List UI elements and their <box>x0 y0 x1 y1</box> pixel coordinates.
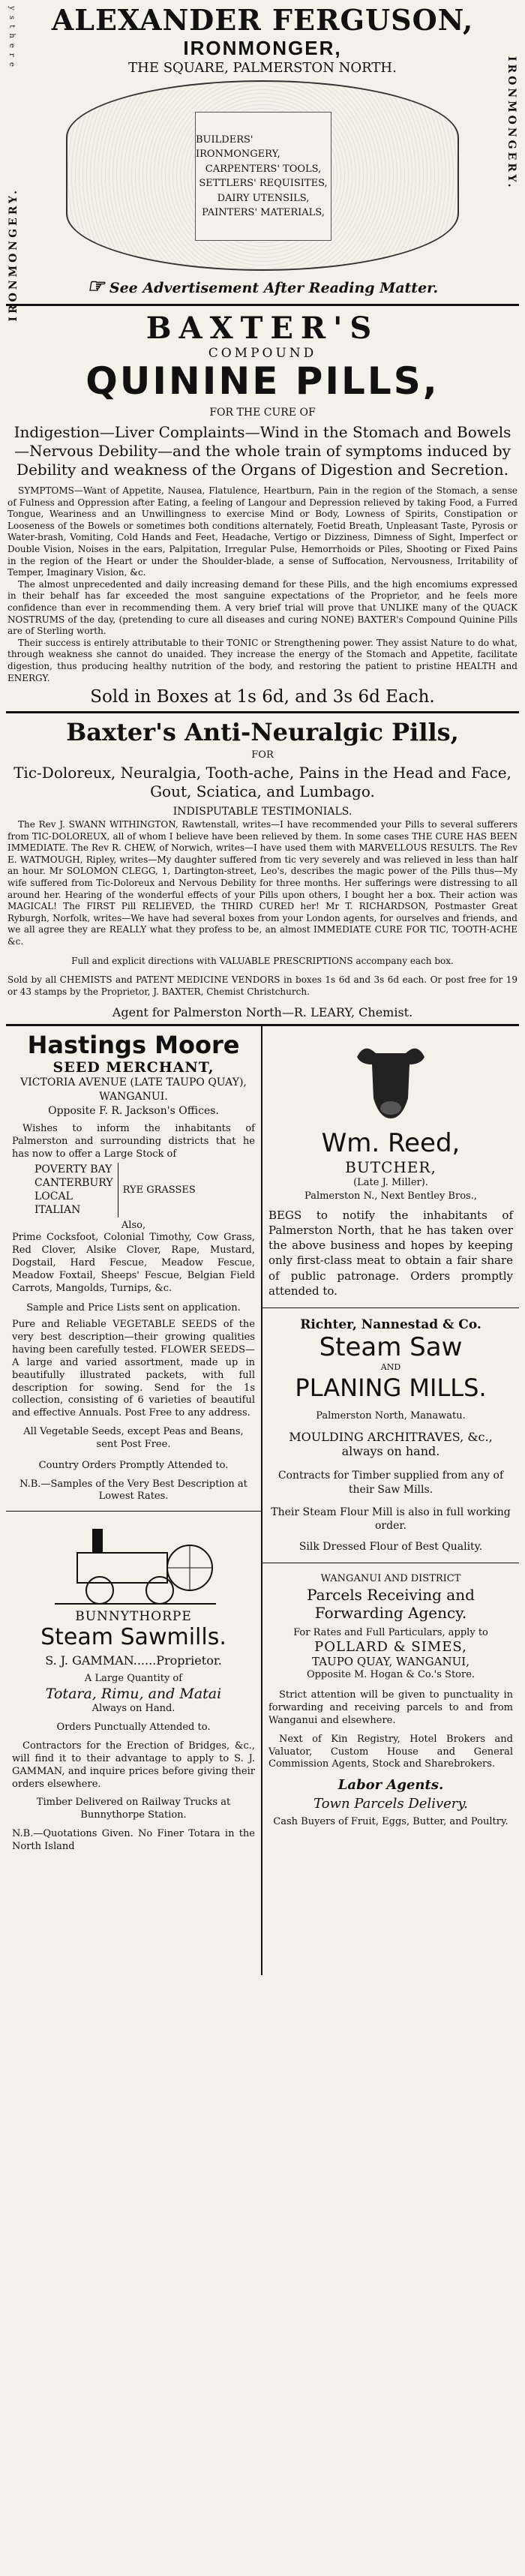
hastings-rye: RYE GRASSES <box>122 1184 196 1196</box>
hastings-grass-block <box>34 1163 255 1217</box>
richter-firm: Richter, Nannestad & Co. <box>300 1317 482 1332</box>
ferguson-line: BUILDERS' IRONMONGERY, <box>196 134 280 160</box>
grass-item: LOCAL <box>34 1190 73 1203</box>
reed-addr: Palmerston N., Next Bentley Bros., <box>304 1190 477 1202</box>
baxter-diseases: Indigestion—Liver Complaints—Wind in the Stomach and Bowels—Nervous Debility—and the whole train of symptoms induced by Debility and weakness of the Organs of Digestion and Secretion. <box>14 423 512 479</box>
baxter-compound: COMPOUND <box>208 346 317 361</box>
baxter-name: BAXTER'S <box>146 311 380 346</box>
bunnythorpe-contractors: Contractors for the Erection of Bridges, &c., will find it to their advantage to apply to S. J. GAMMAN, and inquire prices before giving their orders elsewhere. <box>12 1740 255 1790</box>
steam-engine-icon <box>47 1523 220 1605</box>
pollard-title: Parcels Receiving and Forwarding Agency. <box>307 1585 475 1622</box>
hastings-sub: SEED MERCHANT, <box>52 1059 214 1076</box>
hastings-country: Country Orders Promptly Attended to. <box>38 1459 229 1471</box>
richter-moulding: MOULDING ARCHITRAVES, &c., always on hand. <box>289 1430 493 1459</box>
pollard-addr: TAUPO QUAY, WANGANUI, <box>312 1655 470 1669</box>
baxter-para2: The almost unprecedented and daily increasing demand for these Pills, and the high encomiums expressed in their behalf has far exceeded the most sanguine expectations of the Proprietor, and he feels more confidence than ever in recommending them. A very brief trial will prove that UNLIKE many of the QUACK NOSTRUMS of the day, (pretending to cure all diseases and curing NONE) BAXTER's Compound Quinine Pills are of Sterling worth. <box>8 578 518 637</box>
baxter-symptoms: SYMPTOMS—Want of Appetite, Nausea, Flatulence, Heartburn, Pain in the region of the Stomach, a sense of Fulness and Oppression after Eating, a feeling of Langour and Depression relieved by taking Food, a Furred Tongue, Weariness and an Unwillingness to exercise Mind or Body, Lowness of Spirits, Constipation or Looseness of the Bowels or sometimes both conditions alternately, Foetid Breath, Unpleasant Taste, Pyrosis or Water-brash, Vomiting, Cold Hands and Feet, Headache, Vertigo or Dizziness, Dimness of Sight, Imperfect or Double Vision, Noises in the ears, Palpitation, Irregular Pulse, Hemorrhoids or Piles, Shooting or Fixed Pains in the region of the Heart or under the Shoulder-blade, a sense of Suffocation, Nervousness, Irritability of Temper, Imaginary Vision, &c. <box>8 485 518 578</box>
bunnythorpe-proprietor: S. J. GAMMAN......Proprietor. <box>45 1653 222 1668</box>
divider <box>6 304 519 306</box>
hastings-intro: Wishes to inform the inhabitants of Palmerston and surrounding districts that he has now to offer a Large Stock of <box>12 1123 255 1160</box>
ferguson-side-left: IRONMONGERY. <box>8 188 20 322</box>
ferguson-side-strip: y s t h e r e <box>8 6 16 68</box>
hastings-also: Also, <box>121 1219 146 1231</box>
baxter-quinine-ad <box>8 311 518 707</box>
neuralgic-ailments: Tic-Doloreux, Neuralgia, Tooth-ache, Pains in the Head and Face, Gout, Sciatica, and Lumbago. <box>14 764 512 801</box>
grass-item: ITALIAN <box>34 1204 81 1217</box>
richter-addr: Palmerston North, Manawatu. <box>316 1410 466 1422</box>
neuralgic-directions: Full and explicit directions with VALUABLE PRESCRIPTIONS accompany each box. <box>71 955 454 966</box>
grass-item: POVERTY BAY <box>34 1163 112 1175</box>
neuralgic-title: Baxter's Anti-Neuralgic Pills, <box>66 718 459 747</box>
bunnythorpe-place: BUNNYTHORPE <box>75 1609 192 1625</box>
ferguson-list <box>195 112 332 241</box>
pollard-strict: Strict attention will be given to punctuality in forwarding and receiving parcels to and from Wanganui and elsewhere. <box>268 1689 513 1726</box>
richter-title1: Steam Saw <box>319 1332 463 1362</box>
ferguson-line: CARPENTERS' TOOLS, <box>205 163 322 175</box>
hastings-list: Prime Cocksfoot, Colonial Timothy, Cow Grass, Red Clover, Alsike Clover, Rape, Mustard, Dogstail, Hard Fescue, Meadow Fescue, Meadow Foxtail, Sheeps' Fescue, Belgian Field Carrots, Mangolds, Turnips, &c. <box>12 1232 255 1294</box>
hastings-addr1: VICTORIA AVENUE (LATE TAUPO QUAY), WANGANUI. <box>20 1076 247 1103</box>
pollard-labor: Labor Agents. <box>338 1777 444 1794</box>
hastings-nb: N.B.—Samples of the Very Best Description at Lowest Rates. <box>20 1478 248 1503</box>
hastings-addr2: Opposite F. R. Jackson's Offices. <box>48 1105 219 1118</box>
ferguson-name: ALEXANDER FERGUSON, <box>51 3 474 37</box>
bunnythorpe-nb: N.B.—Quotations Given. No Finer Totara in the North Island <box>12 1828 255 1853</box>
neuralgic-sold: Sold by all CHEMISTS and PATENT MEDICINE VENDORS in boxes 1s 6d and 3s 6d each. Or post free for 19 or 43 stamps by the Proprietor, J. BAXTER, Chemist Christchurch. <box>8 974 518 997</box>
pollard-head: WANGANUI AND DISTRICT <box>320 1573 461 1585</box>
pollard-cash: Cash Buyers of Fruit, Eggs, Butter, and Poultry. <box>273 1816 508 1828</box>
reed-late: (Late J. Miller). <box>353 1177 428 1189</box>
pollard-rates: For Rates and Full Particulars, apply to <box>293 1626 488 1638</box>
neuralgic-ad <box>8 718 518 1019</box>
bull-head-icon <box>350 1034 432 1124</box>
richter-dressed: Silk Dressed Flour of Best Quality. <box>298 1541 483 1554</box>
pollard-opp: Opposite M. Hogan & Co.'s Store. <box>306 1669 476 1681</box>
divider <box>6 1511 261 1512</box>
divider <box>6 711 519 713</box>
bunnythorpe-title: Steam Sawmills. <box>40 1624 226 1651</box>
richter-flour: Their Steam Flour Mill is also in full working order. <box>271 1506 511 1532</box>
ferguson-line: DAIRY UTENSILS, <box>217 192 310 204</box>
pollard-kin: Next of Kin Registry, Hotel Brokers and Valuator, Custom House and General Commission Agents, Stock and Sharebrokers. <box>268 1733 513 1770</box>
pollard-town: Town Parcels Delivery. <box>314 1796 468 1812</box>
hastings-name: Hastings Moore <box>27 1031 240 1060</box>
reed-name: Wm. Reed, <box>321 1128 460 1159</box>
baxter-title: QUININE PILLS, <box>86 359 440 403</box>
ferguson-footer-text: See Advertisement After Reading Matter. <box>109 280 439 296</box>
ferguson-ad <box>8 0 518 322</box>
bunnythorpe-lead: A Large Quantity of <box>84 1673 183 1685</box>
pollard-name: POLLARD & SIMES, <box>314 1639 467 1656</box>
bull-head-illustration <box>346 1031 436 1128</box>
right-column <box>262 1026 519 1975</box>
ferguson-footer <box>8 275 518 298</box>
sawmill-engine-illustration <box>12 1519 255 1609</box>
neuralgic-testimonials: The Rev J. SWANN WITHINGTON, Rawtenstall, writes—I have recommended your Pills to several sufferers from TIC-DOLOREUX, all of whom I believe have been relieved by them. In some cases THE CURE HAS BEEN IMMEDIATE. The Rev R. CHEW, of Norwich, writes—I have used them with MARVELLOUS RESULTS. The Rev E. WATMOUGH, Ripley, writes—My daughter suffered from tic very severely and was relieved in less than half an hour. Mr SOLOMON CLEGG, 1, Dartington-street, Leo's, describes the magic power of the Pills thus—My wife suffered from Tic-Doloreux and Nervous Debility for three months. Her sufferings were distressing to all around her. Hearing of the wonderful effects of your Pills upon others, I bought her a box. Their action was MAGICAL! The FIRST Pill RELIEVED, the THIRD CURED her! Mr T. RICHARDSON, Postmaster Great Ryburgh, Norfolk, writes—We have had several boxes from your London agents, for ourselves and friends, and we all agree they are REALLY what they profess to be, an almost IMMEDIATE CURE FOR TIC, TOOTH-ACHE &c. <box>8 819 518 947</box>
bunnythorpe-timber: Totara, Rimu, and Matai <box>45 1685 222 1702</box>
baxter-for-cure: FOR THE CURE OF <box>209 407 316 419</box>
pointing-hand-icon: ☞ <box>86 275 105 298</box>
ferguson-line: PAINTERS' MATERIALS, <box>202 207 325 218</box>
hastings-prices: Sample and Price Lists sent on application. <box>26 1302 241 1314</box>
ferguson-side-right: IRONMONGERY. <box>506 56 518 191</box>
reed-trade: BUTCHER, <box>345 1158 436 1177</box>
bunnythorpe-delivered: Timber Delivered on Railway Trucks at Bunnythorpe Station. <box>36 1797 231 1821</box>
ferguson-trade: IRONMONGER, <box>183 37 342 59</box>
richter-title2: PLANING MILLS. <box>295 1373 487 1402</box>
neuralgic-agent: Agent for Palmerston North—R. LEARY, Chemist. <box>112 1005 413 1020</box>
bunnythorpe-always: Always on Hand. <box>92 1702 176 1714</box>
reed-body: BEGS to notify the inhabitants of Palmerston North, that he has taken over the above business and hopes by keeping only first-class meat to obtain a fair share of public patronage. Orders promptly attended to. <box>268 1208 513 1298</box>
richter-and: AND <box>380 1362 401 1372</box>
baxter-price: Sold in Boxes at 1s 6d, and 3s 6d Each. <box>90 687 435 707</box>
hastings-grass-list <box>34 1163 118 1217</box>
baxter-para3: Their success is entirely attributable to their TONIC or Strengthening power. They assist Nature to do what, through weakness she cannot do unaided. They increase the energy of the Stomach and Appetite, facilitate digestion, thus producing healthy nutrition of the body, and restoring the patient to pristine HEALTH and ENERGY. <box>8 637 518 683</box>
bunnythorpe-orders: Orders Punctually Attended to. <box>56 1722 211 1734</box>
neuralgic-for: FOR <box>251 749 274 761</box>
richter-contracts: Contracts for Timber supplied from any of their Saw Mills. <box>278 1470 504 1496</box>
classifieds <box>6 1024 519 1975</box>
ferguson-line: SETTLERS' REQUISITES, <box>199 178 328 189</box>
grass-item: CANTERBURY <box>34 1176 113 1189</box>
neuralgic-testimonials-head: INDISPUTABLE TESTIMONIALS. <box>172 806 352 818</box>
hastings-veg: Pure and Reliable VEGETABLE SEEDS of the very best description—their growing qualities having been carefully tested. FLOWER SEEDS—A large and varied assortment, made up in beautifully illustrated packets, with full description for sowing. Send for the 1s collection, consisting of 6 varieties of beautiful and effective Annuals. Post Free to any address. <box>12 1319 255 1419</box>
ferguson-engraving <box>66 80 459 271</box>
ferguson-address: THE SQUARE, PALMERSTON NORTH. <box>128 60 397 76</box>
hastings-post: All Vegetable Seeds, except Peas and Beans, sent Post Free. <box>23 1426 244 1451</box>
left-column <box>6 1026 262 1975</box>
